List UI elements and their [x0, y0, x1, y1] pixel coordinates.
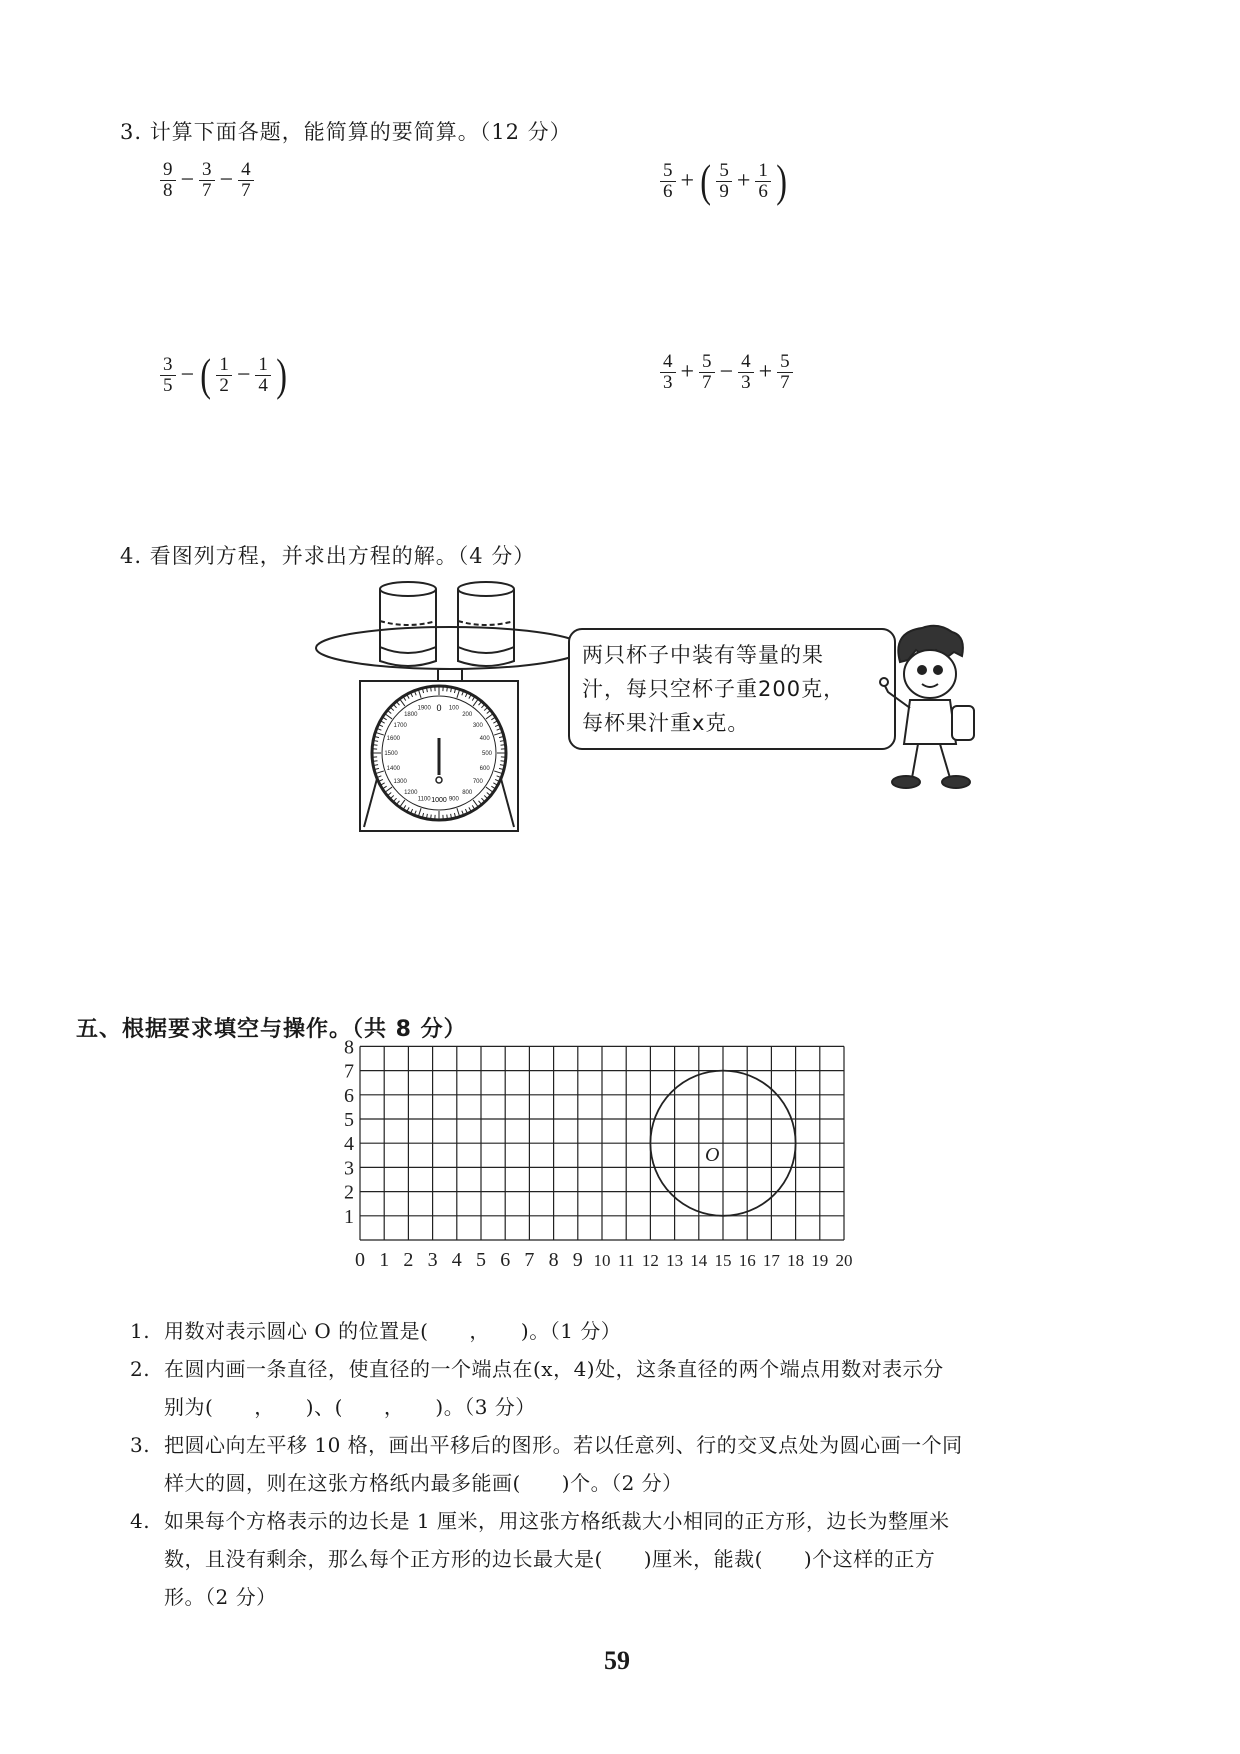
- section5-questions: [130, 1312, 1180, 1616]
- dial-label: 1500: [384, 751, 398, 757]
- x-axis-label: 20: [835, 1251, 853, 1270]
- fraction: $\frac{5}{9}$: [716, 161, 732, 202]
- question-1: [130, 1312, 1180, 1350]
- dial-zero-label: 0: [436, 703, 442, 713]
- y-axis-label: 2: [344, 1181, 354, 1204]
- operator: +: [680, 358, 695, 385]
- dial-label: 800: [462, 789, 473, 796]
- dial-label: 200: [462, 712, 473, 719]
- y-axis-label: 5: [344, 1109, 354, 1131]
- q3-expression-2: [658, 155, 790, 206]
- x-axis-label: 14: [690, 1251, 708, 1270]
- q3-title: 3. 计算下面各题，能简算的要简算。（12 分）: [120, 120, 572, 144]
- fraction: $\frac{3}{7}$: [199, 160, 215, 201]
- x-axis-label: 5: [476, 1249, 486, 1271]
- x-axis-label: 16: [738, 1251, 756, 1270]
- question-text: 别为( ， )、( ， )。（3 分）: [164, 1395, 536, 1419]
- x-axis-label: 3: [427, 1249, 438, 1271]
- dial-label: 1300: [393, 779, 407, 786]
- left-paren: (: [700, 155, 712, 206]
- x-axis-label: 17: [762, 1251, 780, 1270]
- dial-label: 1700: [393, 722, 407, 729]
- dial-label: 1900: [417, 705, 431, 712]
- dial-label: 700: [472, 779, 483, 786]
- scale-illustration: [300, 575, 570, 845]
- question-text: 把圆心向左平移 10 格，画出平移后的图形。若以任意列、行的交叉点处为圆心画一个同: [164, 1433, 963, 1457]
- y-axis-label: 6: [344, 1084, 354, 1107]
- q3-expression-4: [658, 352, 795, 393]
- fraction: $\frac{5}{6}$: [660, 161, 676, 202]
- operator: +: [680, 167, 695, 194]
- bubble-line: 两只杯子中装有等量的果: [582, 643, 824, 667]
- fraction: $\frac{5}{7}$: [777, 352, 793, 393]
- question-text: 用数对表示圆心 O 的位置是( ， )。（1 分）: [164, 1319, 622, 1343]
- dial-bottom-label: 1000: [431, 797, 447, 804]
- question-number: 3.: [130, 1433, 151, 1457]
- x-axis-label: 8: [548, 1249, 559, 1271]
- dial-label: 900: [448, 796, 459, 803]
- operator: +: [758, 358, 773, 385]
- question-number: 1.: [130, 1319, 151, 1343]
- dial-label: 500: [481, 751, 493, 757]
- circle-center-label: O: [705, 1144, 720, 1167]
- question-text: 数，且没有剩余，那么每个正方形的边长最大是( )厘米，能裁( )个这样的正方: [164, 1547, 936, 1571]
- coordinate-grid: [340, 1036, 960, 1306]
- x-axis-label: 1: [379, 1249, 390, 1271]
- q3-expression-1: [158, 160, 256, 201]
- bubble-line: 每杯果汁重x克。: [582, 711, 750, 735]
- question-text: 样大的圆，则在这张方格纸内最多能画( )个。（2 分）: [164, 1471, 683, 1495]
- dial-label: 1800: [404, 712, 418, 719]
- scale-dial: [372, 686, 506, 820]
- operator: +: [736, 167, 751, 194]
- x-axis-label: 11: [618, 1251, 635, 1270]
- x-axis-label: 10: [593, 1251, 611, 1270]
- x-axis-label: 2: [403, 1249, 414, 1271]
- x-axis-label: 12: [641, 1251, 659, 1270]
- fraction: $\frac{1}{4}$: [255, 355, 271, 396]
- page-number: 59: [604, 1646, 630, 1675]
- question-number: 2.: [130, 1357, 151, 1381]
- dial-label: 400: [479, 736, 490, 743]
- x-axis-label: 4: [451, 1249, 462, 1271]
- operator: −: [219, 166, 234, 193]
- x-axis-label: 0: [355, 1249, 365, 1271]
- operator: −: [236, 361, 251, 388]
- dial-label: 600: [479, 765, 490, 772]
- bubble-line: 汁，每只空杯子重200克，: [582, 677, 846, 701]
- question-4: [130, 1502, 1180, 1616]
- fraction: $\frac{4}{3}$: [738, 352, 754, 393]
- y-axis-label: 7: [344, 1060, 354, 1083]
- fraction: $\frac{1}{2}$: [216, 355, 232, 396]
- x-axis-label: 9: [572, 1249, 583, 1271]
- dial-label: 100: [448, 705, 459, 712]
- question-text: 形。（2 分）: [164, 1585, 277, 1609]
- x-axis-label: 19: [811, 1251, 829, 1270]
- y-axis-label: 8: [344, 1036, 354, 1059]
- speech-bubble: [568, 628, 896, 750]
- question-text: 在圆内画一条直径，使直径的一个端点在(x，4)处，这条直径的两个端点用数对表示分: [164, 1357, 944, 1381]
- dial-label: 1600: [386, 736, 401, 743]
- boy-illustration: [870, 622, 990, 797]
- y-axis-label: 4: [344, 1133, 354, 1156]
- x-axis-label: 7: [524, 1249, 535, 1271]
- x-axis-label: 13: [666, 1251, 684, 1270]
- operator: −: [180, 361, 195, 388]
- x-axis-label: 6: [500, 1249, 511, 1271]
- fraction: $\frac{4}{7}$: [238, 160, 254, 201]
- dial-label: 1400: [386, 765, 401, 772]
- right-paren: ): [776, 155, 787, 206]
- fraction: $\frac{1}{6}$: [755, 161, 771, 202]
- right-paren: ): [276, 349, 287, 400]
- question-2: [130, 1350, 1180, 1426]
- dial-label: 1100: [417, 796, 431, 803]
- operator: −: [719, 358, 734, 385]
- dial-label: 300: [472, 722, 483, 729]
- q4-title: 4. 看图列方程，并求出方程的解。（4 分）: [120, 544, 536, 568]
- fraction: $\frac{9}{8}$: [160, 160, 176, 201]
- x-axis-label: 15: [714, 1251, 732, 1270]
- scale-plate: [316, 627, 584, 669]
- x-axis-label: 18: [787, 1251, 805, 1270]
- left-paren: (: [200, 349, 212, 400]
- fraction: $\frac{4}{3}$: [660, 352, 676, 393]
- q3-expression-3: [158, 349, 290, 400]
- y-axis-label: 1: [344, 1205, 354, 1228]
- dial-label: 1200: [404, 789, 418, 796]
- fraction: $\frac{5}{7}$: [699, 352, 715, 393]
- operator: −: [180, 166, 195, 193]
- section5-title: 五、根据要求填空与操作。（共 8 分）: [76, 1017, 467, 1042]
- fraction: $\frac{3}{5}$: [160, 355, 176, 396]
- question-number: 4.: [130, 1509, 151, 1533]
- question-text: 如果每个方格表示的边长是 1 厘米，用这张方格纸裁大小相同的正方形，边长为整厘米: [164, 1509, 950, 1533]
- question-3: [130, 1426, 1180, 1502]
- y-axis-label: 3: [344, 1157, 354, 1180]
